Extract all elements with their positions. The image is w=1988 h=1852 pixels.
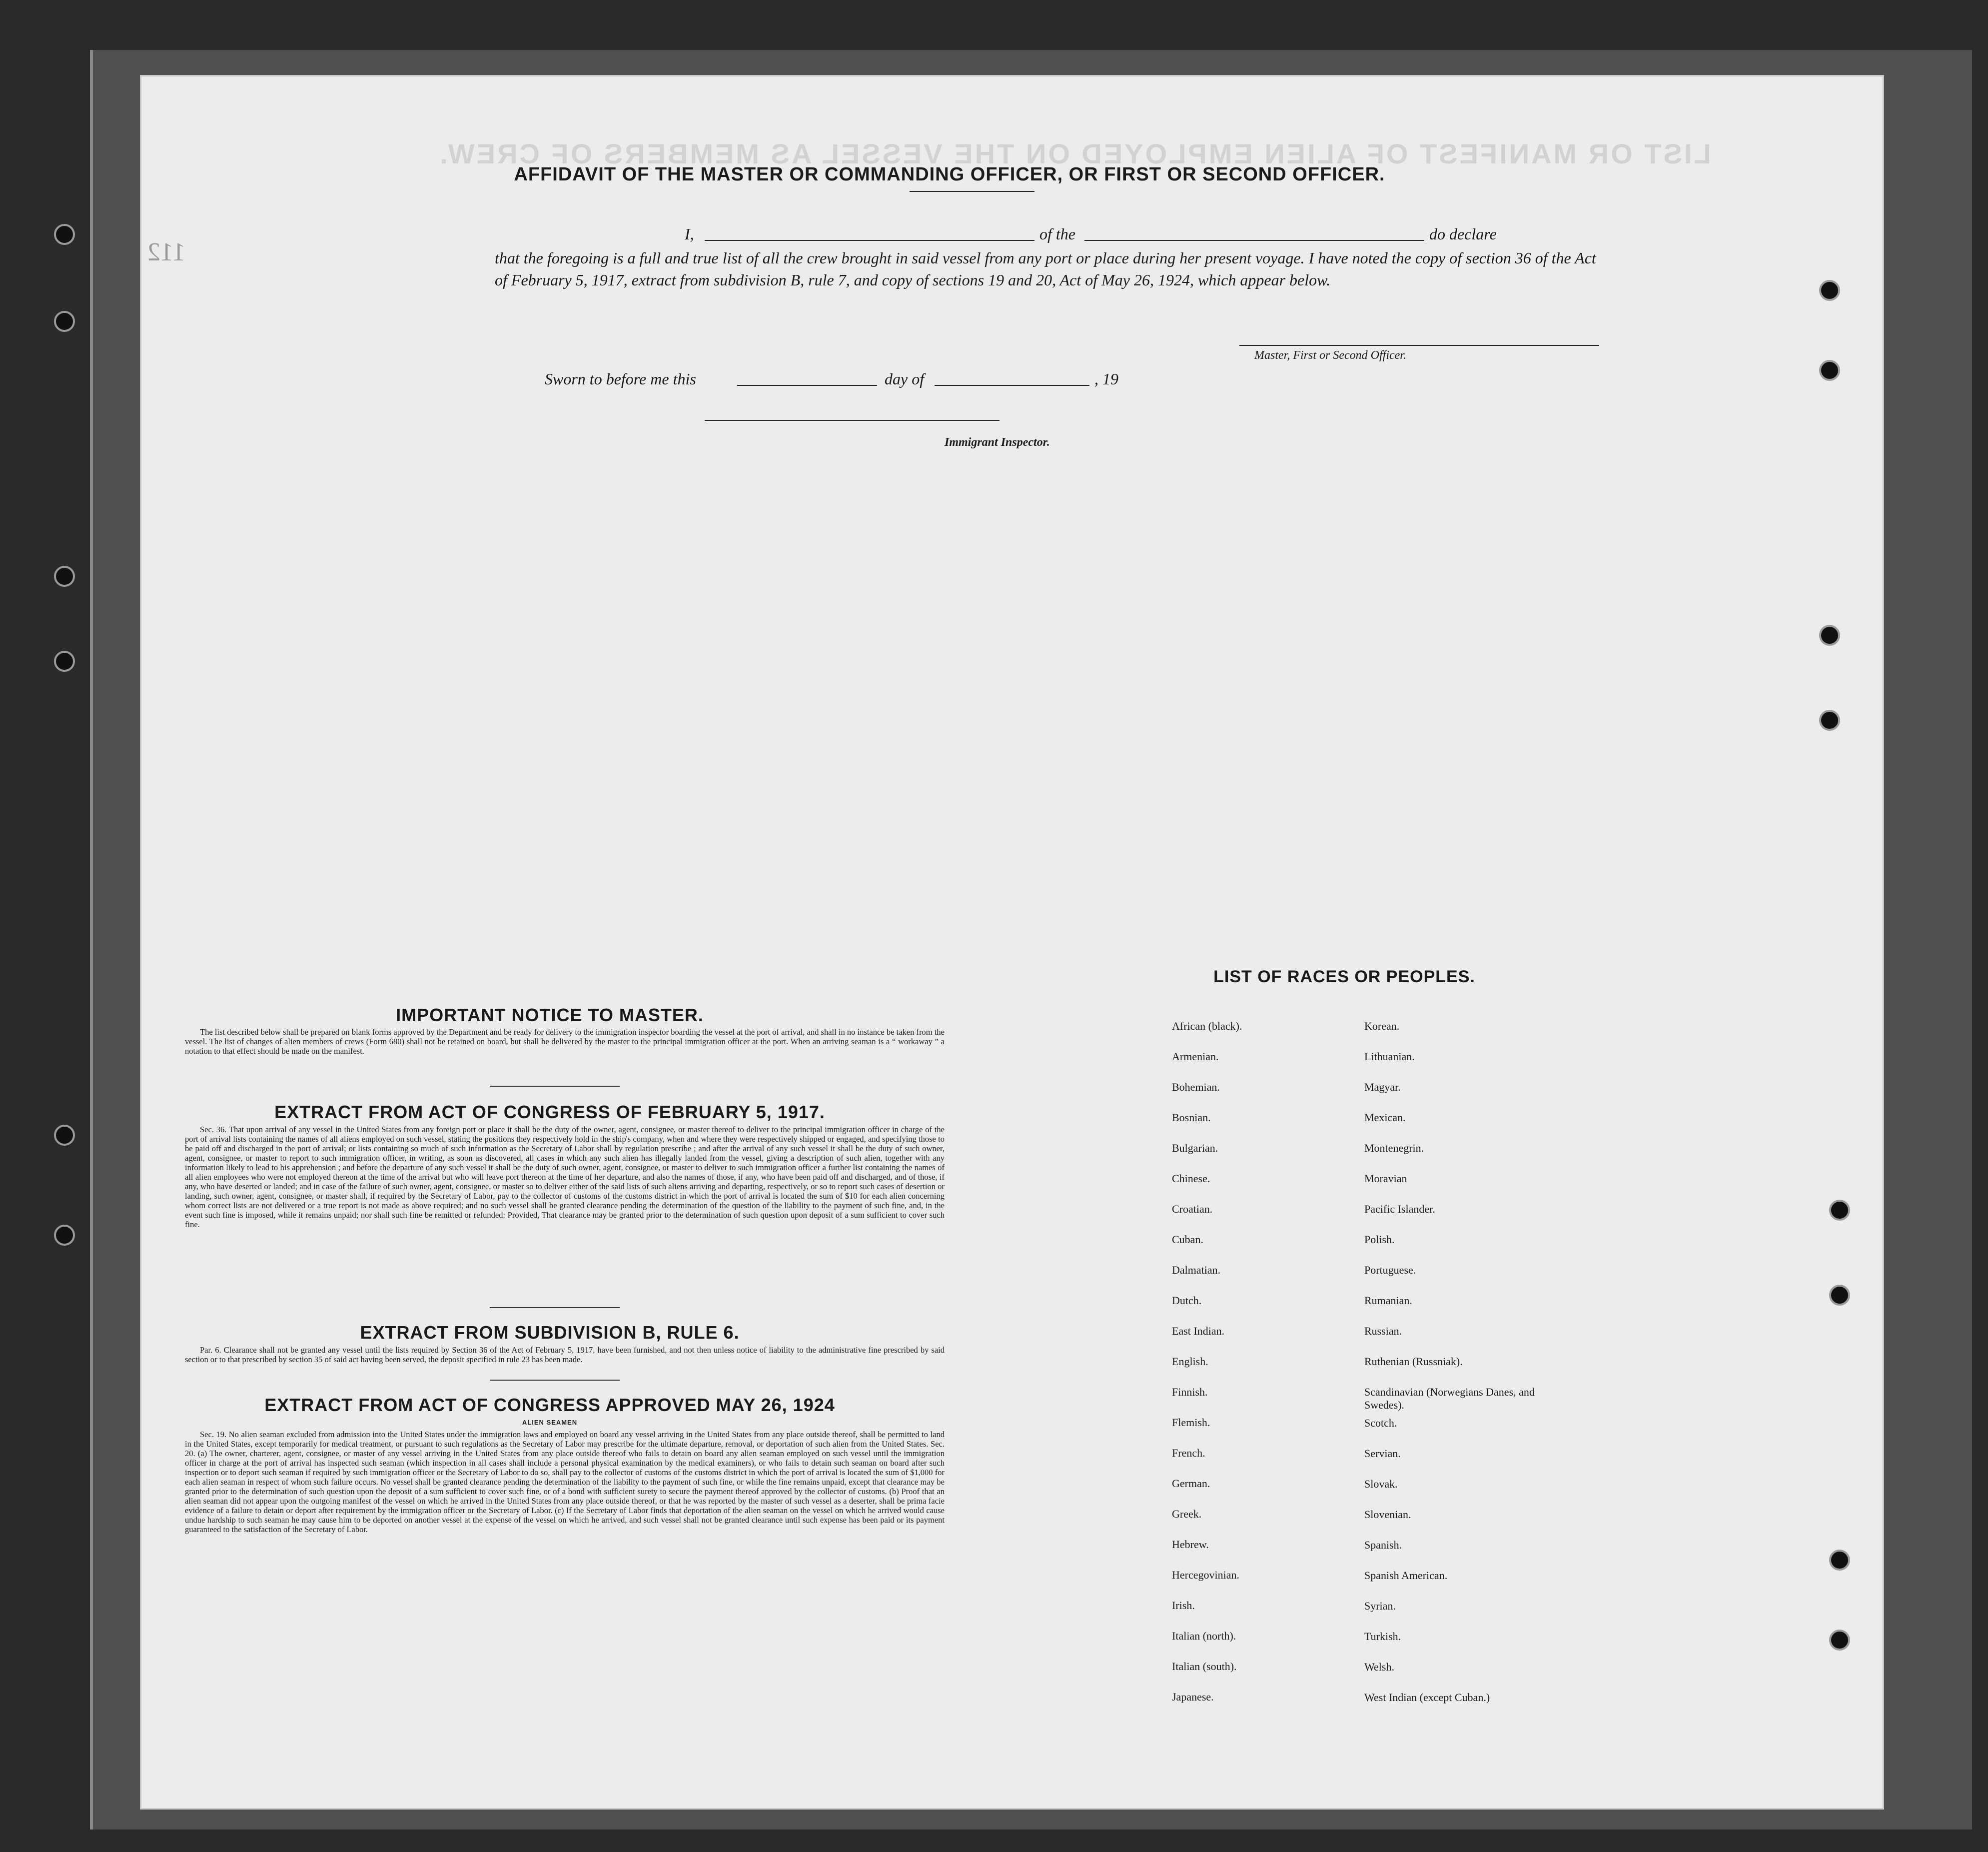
rule6-title: EXTRACT FROM SUBDIVISION B, RULE 6. — [360, 1322, 740, 1343]
signature-line — [1239, 345, 1599, 346]
race-item: Pacific Islander. — [1364, 1203, 1435, 1215]
race-item: Hebrew. — [1172, 1538, 1209, 1551]
races-right-column — [1364, 1020, 1574, 1722]
race-item: Montenegrin. — [1364, 1142, 1424, 1154]
declaration-body: that the foregoing is a full and true list of all the crew brought in said vessel from any port or place during her present voyage. I have noted the copy of section 36 of the Act of February 5, 1917, extract from subdivision B, rule 7, and copy of sections 19 and 20, Act of May 26, 1924, which appear below. — [495, 249, 1596, 289]
race-item: Spanish American. — [1364, 1569, 1448, 1582]
race-item: Chinese. — [1172, 1172, 1210, 1185]
race-item: Syrian. — [1364, 1600, 1396, 1612]
race-item: Turkish. — [1364, 1630, 1401, 1643]
binder-hole — [54, 651, 75, 672]
declaration-line-1 — [540, 225, 1609, 245]
race-item: English. — [1172, 1355, 1208, 1368]
race-item: Welsh. — [1364, 1661, 1394, 1673]
name-blank — [705, 240, 1034, 241]
race-item: Scotch. — [1364, 1417, 1397, 1429]
binder-hole — [54, 1125, 75, 1146]
race-item: Scandinavian (Norwegians Danes, and Swedes). — [1364, 1386, 1535, 1411]
rule6-body: Par. 6. Clearance shall not be granted any vessel until the lists required by Section 36 of the Act of February 5, 1917, have been furnished, and not then unless notice of liability to the administrative fine prescribed by said section or to that prescribed by section 35 of said act having been served, the deposit specified in rule 23 has been made. — [185, 1345, 945, 1364]
race-item: German. — [1172, 1477, 1210, 1490]
races-title: LIST OF RACES OR PEOPLES. — [1213, 967, 1475, 986]
race-item: French. — [1172, 1447, 1205, 1459]
bleed-through-heading: LIST OR MANIFEST OF ALIEN EMPLOYED ON THE VESSEL AS MEMBERS OF CREW. — [438, 138, 1711, 169]
race-item: Italian (south). — [1172, 1660, 1237, 1673]
race-item: Irish. — [1172, 1599, 1195, 1612]
races-left-column — [1172, 1020, 1342, 1721]
race-item: Japanese. — [1172, 1691, 1214, 1703]
race-item: Dalmatian. — [1172, 1264, 1221, 1276]
vessel-blank — [1084, 240, 1424, 241]
binder-hole — [1829, 1550, 1850, 1571]
extract-1924-title: EXTRACT FROM ACT OF CONGRESS APPROVED MAY 26, 1924 — [264, 1395, 835, 1415]
race-item: Greek. — [1172, 1508, 1202, 1520]
race-item: West Indian (except Cuban.) — [1364, 1691, 1490, 1704]
binder-hole — [54, 566, 75, 587]
race-item: Ruthenian (Russniak). — [1364, 1355, 1463, 1368]
sworn-prefix: Sworn to before me this — [545, 370, 696, 388]
extract-1917-title: EXTRACT FROM ACT OF CONGRESS OF FEBRUARY 5, 1917. — [274, 1102, 825, 1122]
race-item: Magyar. — [1364, 1081, 1401, 1093]
binder-hole — [1829, 1285, 1850, 1306]
notice-title: IMPORTANT NOTICE TO MASTER. — [396, 1005, 704, 1025]
title-rule — [910, 191, 1034, 192]
declaration-of-the: of the — [1039, 225, 1075, 243]
extract-1917-rule — [490, 1307, 620, 1308]
sworn-day-of: day of — [885, 370, 925, 388]
race-item: Cuban. — [1172, 1233, 1203, 1246]
signature-caption: Master, First or Second Officer. — [1254, 349, 1406, 362]
extract-1924-body: Sec. 19. No alien seaman excluded from admission into the United States under the immigration laws and employed on board any vessel arriving in the United States from any place outside thereof, shall be permitted to land in the United States, except temporarily for medical treatment, or pursuant to such regulations as the Secretary of Labor may prescribe for the ultimate departure, removal, or deportation of such alien from the United States. Sec. 20. (a) The owner, charterer, agent, consignee, or master of any vessel arriving in the United States from any place outside thereof who fails to detain on board any alien seaman employed on such vessel until the immigration officer in charge at the port of arrival has inspected such seaman (which inspection in all cases shall include a personal physical examination by the medical examiners), or who fails to detain such seaman on board after such inspection or to deport such seaman if required by such immigration officer or the Secretary of Labor to do so, shall pay to the collector of customs of the customs district in which the port of arrival is located the sum of $1,000 for each alien seaman in respect of whom such failure occurs. No vessel shall be granted clearance pending the determination of the liability to the payment of such fine, or while the fine remains unpaid, except that clearance may be granted prior to the determination of such question upon the deposit of a sum sufficient to cover such fine, or of a bond with sufficient surety to secure the payment thereof approved by the collector of customs. (b) Proof that an alien seaman did not appear upon the outgoing manifest of the vessel on which he arrived in the United States from any place outside thereof, or that he was reported by the master of such vessel as a deserter, shall be prima facie evidence of a failure to detain or deport after requirement by the immigration officer or the Secretary of Labor. (c) If the Secretary of Labor finds that deportation of the alien seaman on the vessel on which he arrived would cause undue hardship to such seaman he may cause him to be deported on another vessel at the expense of the vessel on which he arrived, and such vessel shall not be granted clearance until such expense has been paid or its payment guaranteed to the satisfaction of the Secretary of Labor. — [185, 1430, 945, 1534]
declaration-i: I, — [685, 225, 694, 243]
sworn-line — [545, 370, 1344, 390]
race-item: Spanish. — [1364, 1539, 1402, 1551]
race-item: Russian. — [1364, 1325, 1402, 1337]
binder-hole — [1829, 1630, 1850, 1651]
day-blank — [737, 385, 877, 386]
race-item: Servian. — [1364, 1447, 1401, 1460]
binder-hole — [54, 224, 75, 245]
race-item: Italian (north). — [1172, 1630, 1236, 1642]
race-item: Korean. — [1364, 1020, 1400, 1032]
race-item: Mexican. — [1364, 1111, 1406, 1124]
race-item: Dutch. — [1172, 1294, 1202, 1307]
binder-hole — [54, 311, 75, 332]
notice-rule — [490, 1086, 620, 1087]
race-item: Bosnian. — [1172, 1111, 1211, 1124]
month-blank — [935, 385, 1089, 386]
extract-1924-subtitle: ALIEN SEAMEN — [522, 1419, 578, 1426]
race-item: Bohemian. — [1172, 1081, 1220, 1093]
declaration-do-declare: do declare — [1429, 225, 1497, 243]
inspector-line — [705, 420, 999, 421]
binder-hole — [1819, 625, 1840, 646]
race-item: Finnish. — [1172, 1386, 1208, 1398]
binder-hole — [1819, 280, 1840, 301]
extract-1917-body: Sec. 36. That upon arrival of any vessel in the United States from any foreign port or place it shall be the duty of the owner, agent, consignee, or master thereof to deliver to the principal immigration officer in charge of the port of arrival lists containing the names of all aliens employed on such vessel, stating the positions they respectively hold in the ship's company, when and where they were respectively shipped or engaged, and specifying those to be paid off and discharged in the port of arrival; or lists containing so much of such information as the Secretary of Labor shall by regulation prescribe ; and after the arrival of any such vessel it shall be the duty of such owner, agent, consignee, or master to report to such immigration officer, in writing, as soon as discovered, all cases in which any such alien has illegally landed from the vessel, giving a description of such alien, together with any information likely to lead to his apprehension ; and before the departure of any such vessel it shall be the duty of such owner, agent, consignee, or master to deliver to such immigration officer a further list containing the names of all alien employees who were not employed thereon at the time of the arrival but who will leave port thereon at the time of her departure, and also the names of those, if any, who have been paid off and discharged, and of those, if any, who have deserted or landed; and in case of the failure of such owner, agent, consignee, or master so to deliver either of the said lists of such aliens arriving and departing, respectively, or so to report such cases of desertion or landing, such owner, agent, consignee, or master shall, if required by the Secretary of Labor, pay to the collector of customs of the customs district in which the port of arrival is located the sum of $10 for each alien concerning whom correct lists are not delivered or a true report is not made as above required; and no such vessel shall be granted clearance pending the determination of the question of the liability to the payment of such fine, and, in the event such fine is imposed, while it remains unpaid; nor shall such fine be remitted or refunded: Provided, That clearance may be granted prior to the determination of such question upon deposit of a sum sufficient to cover such fine. — [185, 1125, 945, 1229]
race-item: East Indian. — [1172, 1325, 1225, 1337]
affidavit-title: AFFIDAVIT OF THE MASTER OR COMMANDING OFFICER, OR FIRST OR SECOND OFFICER. — [514, 164, 1385, 185]
binder-hole — [1819, 710, 1840, 731]
race-item: Armenian. — [1172, 1050, 1219, 1063]
race-item: Croatian. — [1172, 1203, 1213, 1215]
inspector-caption: Immigrant Inspector. — [945, 436, 1050, 449]
race-item: African (black). — [1172, 1020, 1242, 1032]
rule6-rule — [490, 1380, 620, 1381]
sworn-year: , 19 — [1094, 370, 1118, 388]
binder-hole — [1829, 1200, 1850, 1221]
race-item: Portuguese. — [1364, 1264, 1416, 1276]
race-item: Moravian — [1364, 1172, 1407, 1185]
notice-body: The list described below shall be prepared on blank forms approved by the Department and be ready for delivery to the immigration inspector boarding the vessel at the port of arrival, and shall in no instance be taken from the vessel. The list of changes of alien members of crews (Form 680) shall not be retained on board, but shall be delivered by the master to the principal immigration officer at the port. When an arriving seaman is a “ workaway ” a notation to that effect should be made on the manifest. — [185, 1027, 945, 1056]
race-item: Flemish. — [1172, 1416, 1210, 1429]
binder-hole — [1819, 360, 1840, 381]
binder-hole — [54, 1225, 75, 1246]
race-item: Slovenian. — [1364, 1508, 1411, 1521]
race-item: Hercegovinian. — [1172, 1569, 1239, 1581]
race-item: Bulgarian. — [1172, 1142, 1218, 1154]
race-item: Polish. — [1364, 1233, 1395, 1246]
race-item: Lithuanian. — [1364, 1050, 1415, 1063]
race-item: Slovak. — [1364, 1478, 1398, 1490]
margin-mark: 112 — [147, 238, 186, 266]
document-sheet — [140, 75, 1884, 1810]
race-item: Rumanian. — [1364, 1294, 1412, 1307]
